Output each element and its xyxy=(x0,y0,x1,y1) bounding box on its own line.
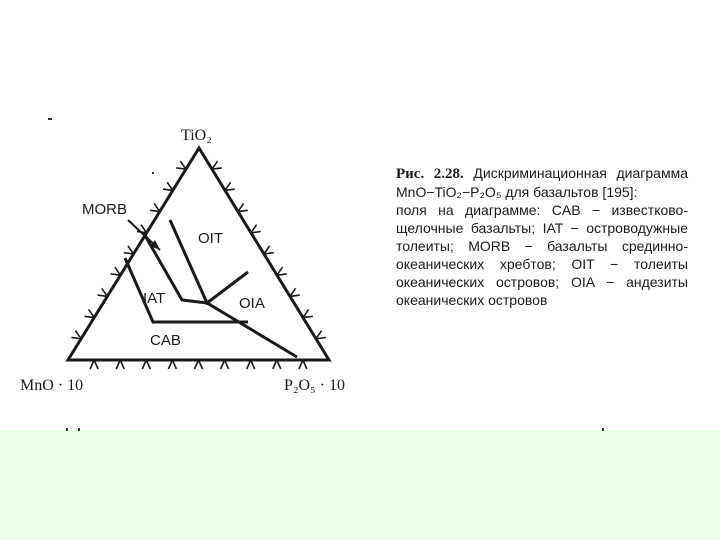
ternary-triangle xyxy=(68,148,329,360)
figure-caption xyxy=(396,164,688,309)
field-label-oit: OIT xyxy=(198,230,223,247)
apex-label-right: P₂O₅ · 10 xyxy=(284,377,345,394)
apex-label-left: MnO · 10 xyxy=(20,377,84,394)
caption-line-title: Дискриминационная диаграмма MnO−TiO₂−P₂O₅ для базальтов [195]: xyxy=(396,165,688,200)
field-label-oia: OIA xyxy=(239,295,265,312)
apex-label-top: TiO₂ xyxy=(181,127,212,144)
field-label-cab: CAB xyxy=(150,332,181,349)
field-label-iat: IAT xyxy=(143,290,166,307)
figure-label: Рис. 2.28. xyxy=(396,166,464,182)
field-label-morb: MORB xyxy=(82,201,127,218)
caption-line-legend: поля на диаграмме: CAB − известково-щелочные базальты; IAT − островодужные толеиты; MORB − базальты срединно-океанических хребтов; OIT − толеиты океанических островов; OIA − андезиты океанических островов xyxy=(396,202,688,308)
ternary-ticks xyxy=(71,161,325,369)
